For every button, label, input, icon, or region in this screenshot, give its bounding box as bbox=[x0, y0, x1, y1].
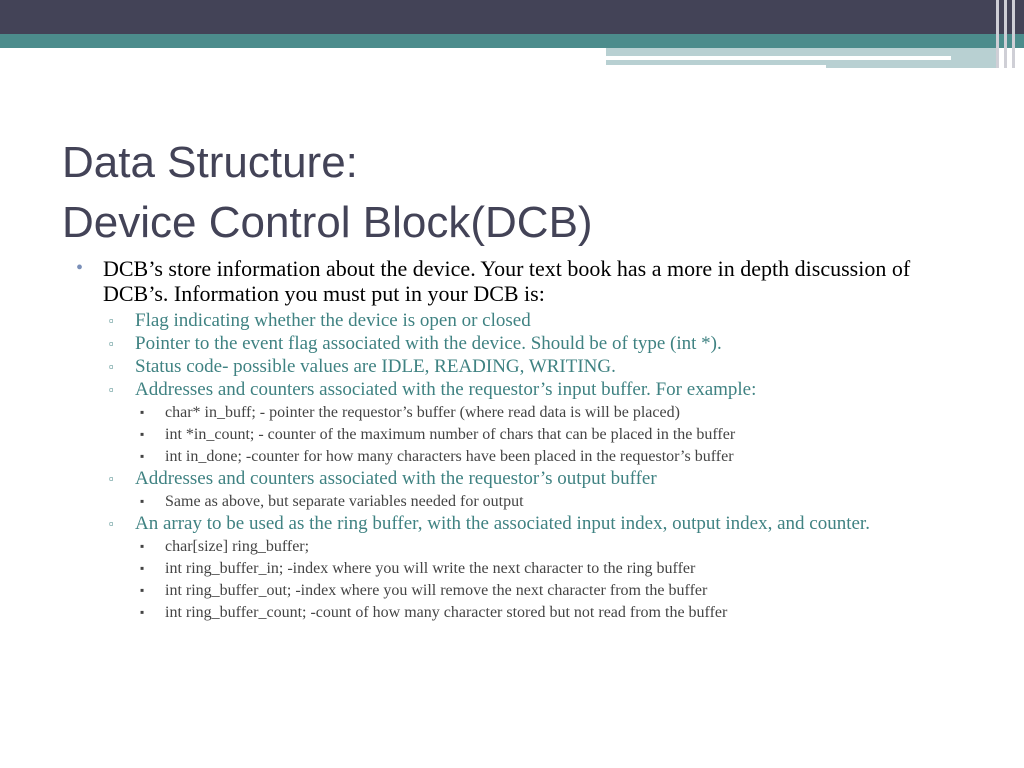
bullet-text: int ring_buffer_out; -index where you will remove the next character from the buffer bbox=[165, 582, 708, 599]
bullet-square-icon: ▫ bbox=[109, 471, 114, 486]
bullet-text: Addresses and counters associated with the requestor’s input buffer. For example: bbox=[135, 379, 757, 400]
bullet-text: Addresses and counters associated with the requestor’s output buffer bbox=[135, 468, 657, 489]
header-accent-thin-line bbox=[606, 65, 826, 68]
bullet-dot-icon: • bbox=[76, 257, 84, 279]
bullet-dot-icon: ▪ bbox=[140, 605, 145, 619]
bullet-text: Status code- possible values are IDLE, READING, WRITING. bbox=[135, 356, 616, 377]
bullet-text: DCB’s store information about the device. Your text book has a more in depth discussion of DCB’s. Information you must put in your DCB is: bbox=[103, 256, 911, 306]
bullet-level2 bbox=[76, 513, 956, 534]
bullet-text: An array to be used as the ring buffer, with the associated input index, output index, and counter. bbox=[135, 513, 870, 534]
bullet-level2 bbox=[76, 310, 956, 331]
bullet-text: char* in_buff; - pointer the requestor’s buffer (where read data is will be placed) bbox=[165, 404, 680, 421]
edge-stripe bbox=[1012, 0, 1015, 68]
bullet-dot-icon: ▪ bbox=[140, 539, 145, 553]
bullet-text: Pointer to the event flag associated with the device. Should be of type (int *). bbox=[135, 333, 722, 354]
bullet-square-icon: ▫ bbox=[109, 359, 114, 374]
bullet-text: int ring_buffer_in; -index where you will write the next character to the ring buffer bbox=[165, 560, 696, 577]
header-bar bbox=[0, 0, 1024, 34]
bullet-dot-icon: ▪ bbox=[140, 583, 145, 597]
bullet-square-icon: ▫ bbox=[109, 336, 114, 351]
header-teal-stripe bbox=[0, 34, 1024, 48]
edge-stripe bbox=[1004, 0, 1007, 68]
bullet-level1 bbox=[76, 256, 956, 306]
bullet-level3 bbox=[76, 559, 956, 578]
bullet-level2 bbox=[76, 356, 956, 377]
bullet-dot-icon: ▪ bbox=[140, 494, 145, 508]
bullet-level3 bbox=[76, 492, 956, 511]
edge-stripe bbox=[996, 0, 999, 68]
bullet-dot-icon: ▪ bbox=[140, 427, 145, 441]
title-line-1: Data Structure: bbox=[62, 138, 358, 187]
bullet-dot-icon: ▪ bbox=[140, 449, 145, 463]
bullet-text: Flag indicating whether the device is open or closed bbox=[135, 310, 531, 331]
bullet-level3 bbox=[76, 425, 956, 444]
title-line-2: Device Control Block(DCB) bbox=[62, 198, 593, 247]
bullet-level2 bbox=[76, 379, 956, 400]
bullet-level2 bbox=[76, 333, 956, 354]
slide-title bbox=[62, 133, 593, 253]
bullet-level3 bbox=[76, 447, 956, 466]
bullet-square-icon: ▫ bbox=[109, 516, 114, 531]
bullet-text: Same as above, but separate variables needed for output bbox=[165, 493, 524, 510]
slide-body bbox=[76, 256, 956, 622]
bullet-square-icon: ▫ bbox=[109, 313, 114, 328]
bullet-level3 bbox=[76, 403, 956, 422]
bullet-text: int ring_buffer_count; -count of how many character stored but not read from the buffer bbox=[165, 604, 728, 621]
bullet-level3 bbox=[76, 603, 956, 622]
bullet-square-icon: ▫ bbox=[109, 382, 114, 397]
bullet-level3 bbox=[76, 537, 956, 556]
header-accent-line bbox=[606, 56, 951, 60]
bullet-level3 bbox=[76, 581, 956, 600]
bullet-dot-icon: ▪ bbox=[140, 561, 145, 575]
bullet-dot-icon: ▪ bbox=[140, 405, 145, 419]
bullet-text: char[size] ring_buffer; bbox=[165, 538, 310, 555]
bullet-text: int in_done; -counter for how many characters have been placed in the requestor’s buffer bbox=[165, 448, 734, 465]
bullet-text: int *in_count; - counter of the maximum number of chars that can be placed in the buffer bbox=[165, 426, 736, 443]
bullet-level2 bbox=[76, 468, 956, 489]
